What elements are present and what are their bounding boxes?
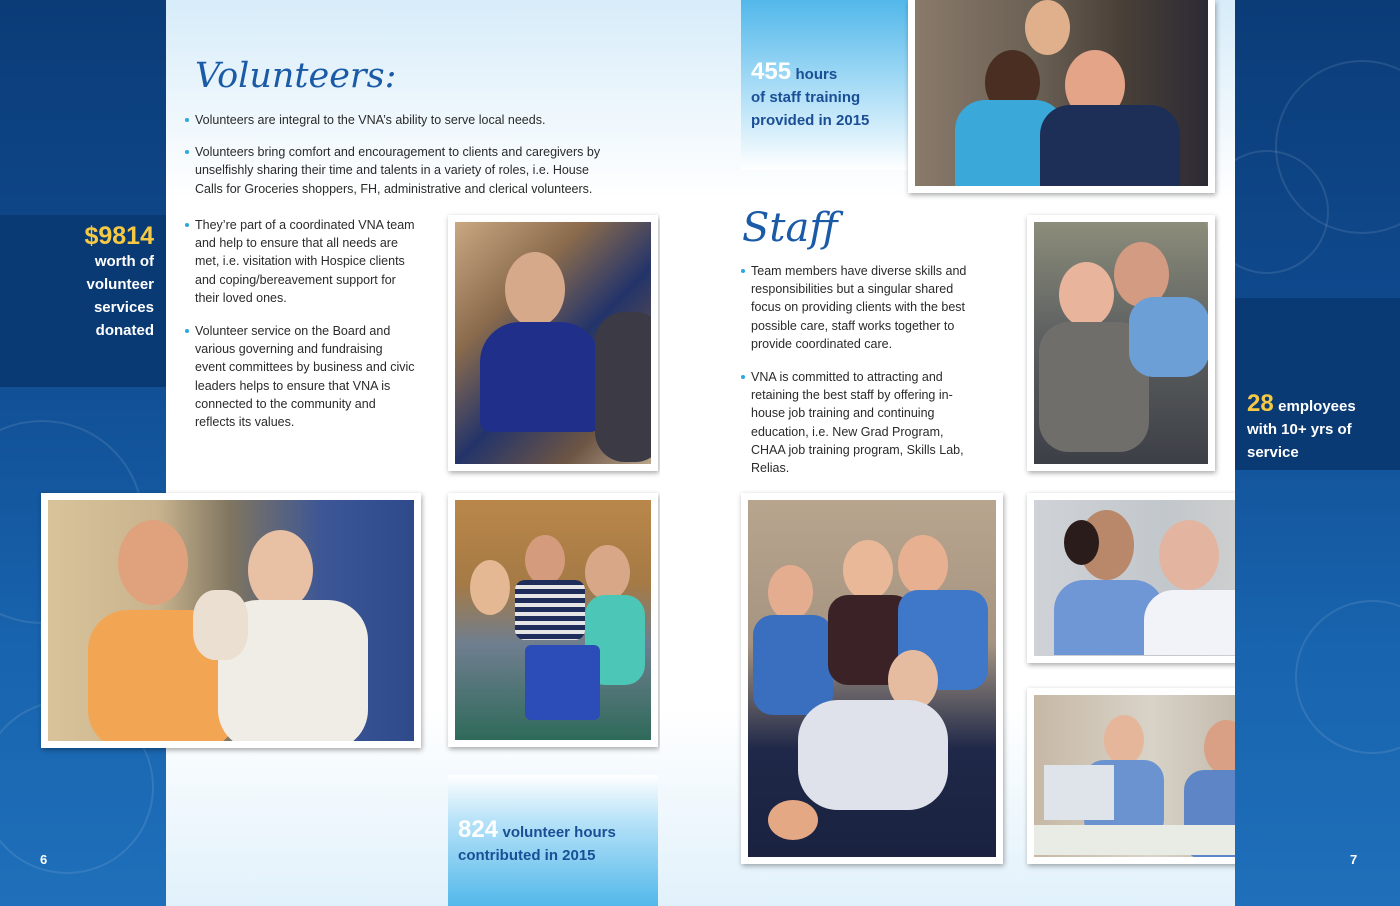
bullet-item: Team members have diverse skills and responsibilities but a singular shared focus on providing clients with the best possible care, staff works together to provide coordinated care. — [742, 262, 974, 353]
photo-groceries-delivery — [448, 493, 658, 747]
bullet-item: VNA is committed to attracting and retaining the best staff by offering in-house job training and continuing education, i.e. New Grad Program, CHAA job training program, Skills Lab, Relias. — [742, 368, 974, 477]
training-hours-label: of staff training — [751, 89, 861, 106]
photo-staff-with-client — [908, 0, 1215, 193]
decorative-swirl — [1205, 150, 1329, 274]
volunteer-hours-stat — [458, 818, 658, 867]
training-hours-number: 455 — [751, 58, 792, 85]
training-hours-label: hours — [795, 66, 838, 83]
training-hours-label: provided in 2015 — [751, 112, 870, 129]
staff-bullets — [742, 262, 974, 491]
employees-number: 28 — [1247, 390, 1274, 417]
volunteers-title: Volunteers: — [195, 56, 397, 96]
page-number-left: 6 — [40, 852, 48, 867]
photo-staff-training — [741, 493, 1003, 864]
employees-label: employees — [1278, 398, 1356, 415]
donated-stat — [0, 222, 154, 342]
staff-title: Staff — [742, 205, 838, 251]
volunteer-hours-label: volunteer hours — [502, 824, 616, 841]
donated-line: volunteer — [86, 276, 154, 293]
bullet-item: Volunteers are integral to the VNA’s ability to serve local needs. — [186, 111, 626, 129]
bullet-item: They’re part of a coordinated VNA team and help to ensure that all needs are met, i.e. visitation with Hospice clients and coping/bereavement support for their loved ones. — [186, 216, 416, 307]
donated-line: donated — [95, 322, 154, 339]
training-stat — [751, 60, 911, 132]
photo-staff-couch — [1027, 215, 1215, 471]
volunteers-bullets-wide — [186, 111, 626, 212]
left-side-panel — [0, 0, 166, 906]
donated-line: worth of — [94, 253, 154, 270]
photo-volunteer-visiting — [448, 215, 658, 471]
page-number-right: 7 — [1350, 852, 1358, 867]
volunteer-hours-label: contributed in 2015 — [458, 847, 596, 864]
donated-line: services — [93, 299, 154, 316]
employees-stat — [1247, 392, 1397, 464]
photo-volunteer-with-dog — [41, 493, 421, 748]
donated-amount: $9814 — [84, 222, 154, 250]
bullet-item: Volunteer service on the Board and various governing and fundraising event committees by business and civic leaders helps to ensure that VNA is connected to the community and reflects its values. — [186, 322, 416, 431]
volunteers-bullets-narrow — [186, 216, 416, 445]
bullet-item: Volunteers bring comfort and encouragement to clients and caregivers by unselfishly sharing their time and talents in a variety of roles, i.e. House Calls for Groceries shoppers, FH, administrative and clerical volunteers. — [186, 143, 626, 198]
volunteer-hours-number: 824 — [458, 816, 499, 843]
employees-label: with 10+ yrs of — [1247, 421, 1352, 438]
decorative-swirl — [1295, 600, 1400, 754]
employees-label: service — [1247, 444, 1299, 461]
